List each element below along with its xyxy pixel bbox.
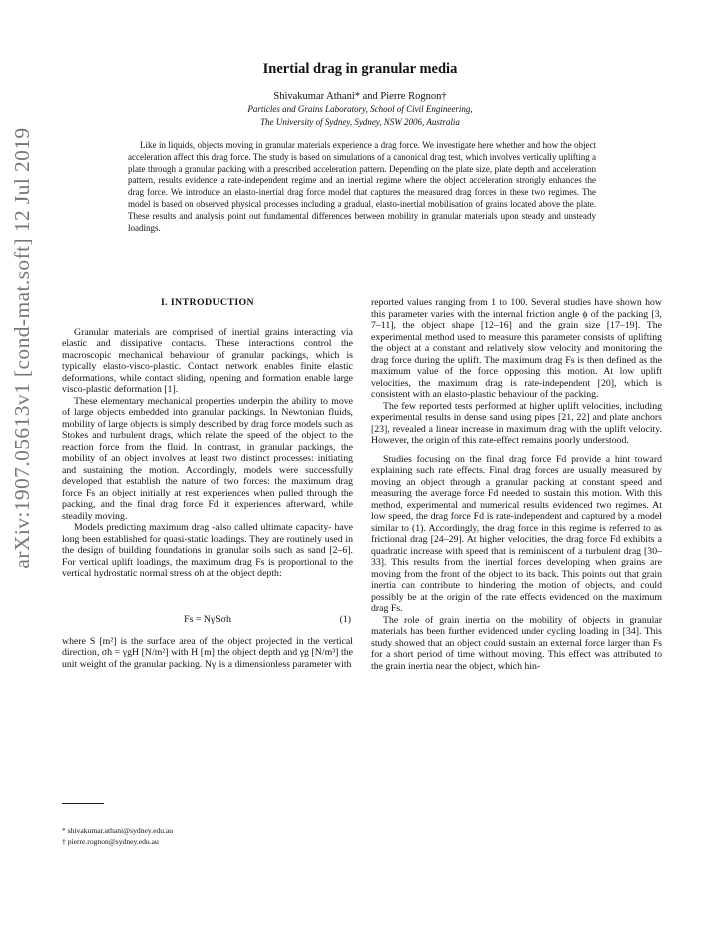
equation: Fs = NγSσh bbox=[184, 613, 231, 625]
paragraph: reported values ranging from 1 to 100. Several studies have shown how this parameter varies with the internal friction angle ϕ of the packing [3, 7–11], the object shape [12–16] and the grain size [17–19]. The experimental method used to measure this parameter consists of uplifting the object at a constant and relatively slow velocity and monitoring the drag force during the uplift. The maximum drag Fs is then defined as the maximum value of the force opposing this motion. At low uplift velocities, the maximum drag is rate-independent [20], which is consistent with an elasto-plastic behaviour of the packing. bbox=[371, 297, 662, 400]
affiliation-line-2: The University of Sydney, Sydney, NSW 2006, Australia bbox=[260, 117, 460, 127]
abstract: Like in liquids, objects moving in granular materials experience a drag force. We investigate here whether and how the object acceleration affect this drag force. The study is based on simulations of a canonical drag test, which involves vertically uplifting a plate through a granular packing with a prescribed acceleration pattern. Depending on the plate size, plate depth and acceleration pattern, results evidence a rate-independent regime and an inertial regime where the object acceleration strongly enhances the drag force. We introduce an elasto-inertial drag force model that captures the measured drag forces in these two regimes. The model is based on observed physical processes including a gradual, elasto-inertial mobilisation of grains located above the plate. These results and analysis point out fundamental differences between mobility in granular materials upon steady and unsteady loadings. bbox=[128, 140, 596, 233]
footnote-rule bbox=[62, 803, 104, 804]
left-column bbox=[62, 297, 353, 670]
right-column bbox=[371, 297, 662, 672]
equation-row bbox=[62, 614, 353, 628]
affiliation-line-1: Particles and Grains Laboratory, School of Civil Engineering, bbox=[247, 104, 473, 114]
paragraph: These elementary mechanical properties underpin the ability to move of large objects embedded into granular packings. In Newtonian fluids, mobility of large objects is simply described by drag force models such as Stokes and turbulent drags, which relate the speed of the object to the reaction force from the fluid. In contrast, in granular packings, the mobility of an object involves at least two distinct processes: initiating and sustaining the motion. Accordingly, models were successfully developed that establish the nature of two forces: the maximum drag force Fs an object initially at rest experiences when pulled through the packing, and the final drag force Fd it experiences afterward, while steadily moving. bbox=[62, 395, 353, 522]
paragraph: The role of grain inertia on the mobility of objects in granular materials has been further evidenced under cycling loading in [34]. This study showed that an object could sustain an external force larger than Fs for a short period of time without moving. This effect was attributed to the grain inertia near the object, which hin- bbox=[371, 614, 662, 672]
equation-number: (1) bbox=[339, 613, 351, 625]
paragraph: Granular materials are comprised of inertial grains interacting via elastic and dissipative contacts. These interactions control the macroscopic mechanical behaviour of granular packings, which is typically elasto-visco-plastic. Contact network enables finite elastic deformations, while contact sliding, opening and formation enable large visco-plastic deformation [1]. bbox=[62, 326, 353, 395]
paragraph: Studies focusing on the final drag force Fd provide a hint toward explaining such rate effects. Final drag forces are usually measured by moving an object through a granular packing at constant speed and measuring the average force Fd needed to sustain this motion. With this method, experimental and numerical results evidenced two regimes. At low speed, the drag force Fd is rate-independent and captured by a model similar to (1). Accordingly, the drag force in this regime is referred to as frictional drag [24–29]. At higher velocities, the drag force Fd exhibits a quadratic increase with speed that is reminiscent of a turbulent drag [30–33]. This results from the inertial forces developing when grains are moving from the front of the object to its back. This points out that grain inertia can contribute to hindering the motion of objects, and could possibly be at the origin of the rate effects evidenced on the maximum drag Fs. bbox=[371, 453, 662, 614]
authors: Shivakumar Athani* and Pierre Rognon† bbox=[273, 91, 447, 102]
footnote-email-2: † pierre.rognon@sydney.edu.au bbox=[62, 837, 159, 846]
paragraph: where S [m²] is the surface area of the object projected in the vertical direction, σh = γgH [N/m²] with H [m] the object depth and γg [N/m³] the unit weight of the granular packing. Nγ is a dimensionless parameter with bbox=[62, 635, 353, 670]
footnote-email-1: * shivakumar.athani@sydney.edu.au bbox=[62, 826, 174, 835]
paper-title: Inertial drag in granular media bbox=[262, 61, 458, 77]
arxiv-identifier: arXiv:1907.05613v1 [cond-mat.soft] 12 Jul 2019 bbox=[10, 127, 34, 569]
paragraph: The few reported tests performed at higher uplift velocities, including experimental results in dense sand using pipes [21, 22] and plate anchors [23], revealed a linear increase in maximum drag with the uplift velocity. However, the origin of this rate-effect remains poorly understood. bbox=[371, 400, 662, 446]
section-heading: I. INTRODUCTION bbox=[160, 297, 255, 308]
paragraph: Models predicting maximum drag -also called ultimate capacity- have long been established for quasi-static loadings. They are routinely used in the design of building foundations in granular soils such as sand [2–6]. For vertical uplift loadings, the maximum drag Fs is proportional to the vertical hydrostatic normal stress σh at the object depth: bbox=[62, 522, 353, 579]
